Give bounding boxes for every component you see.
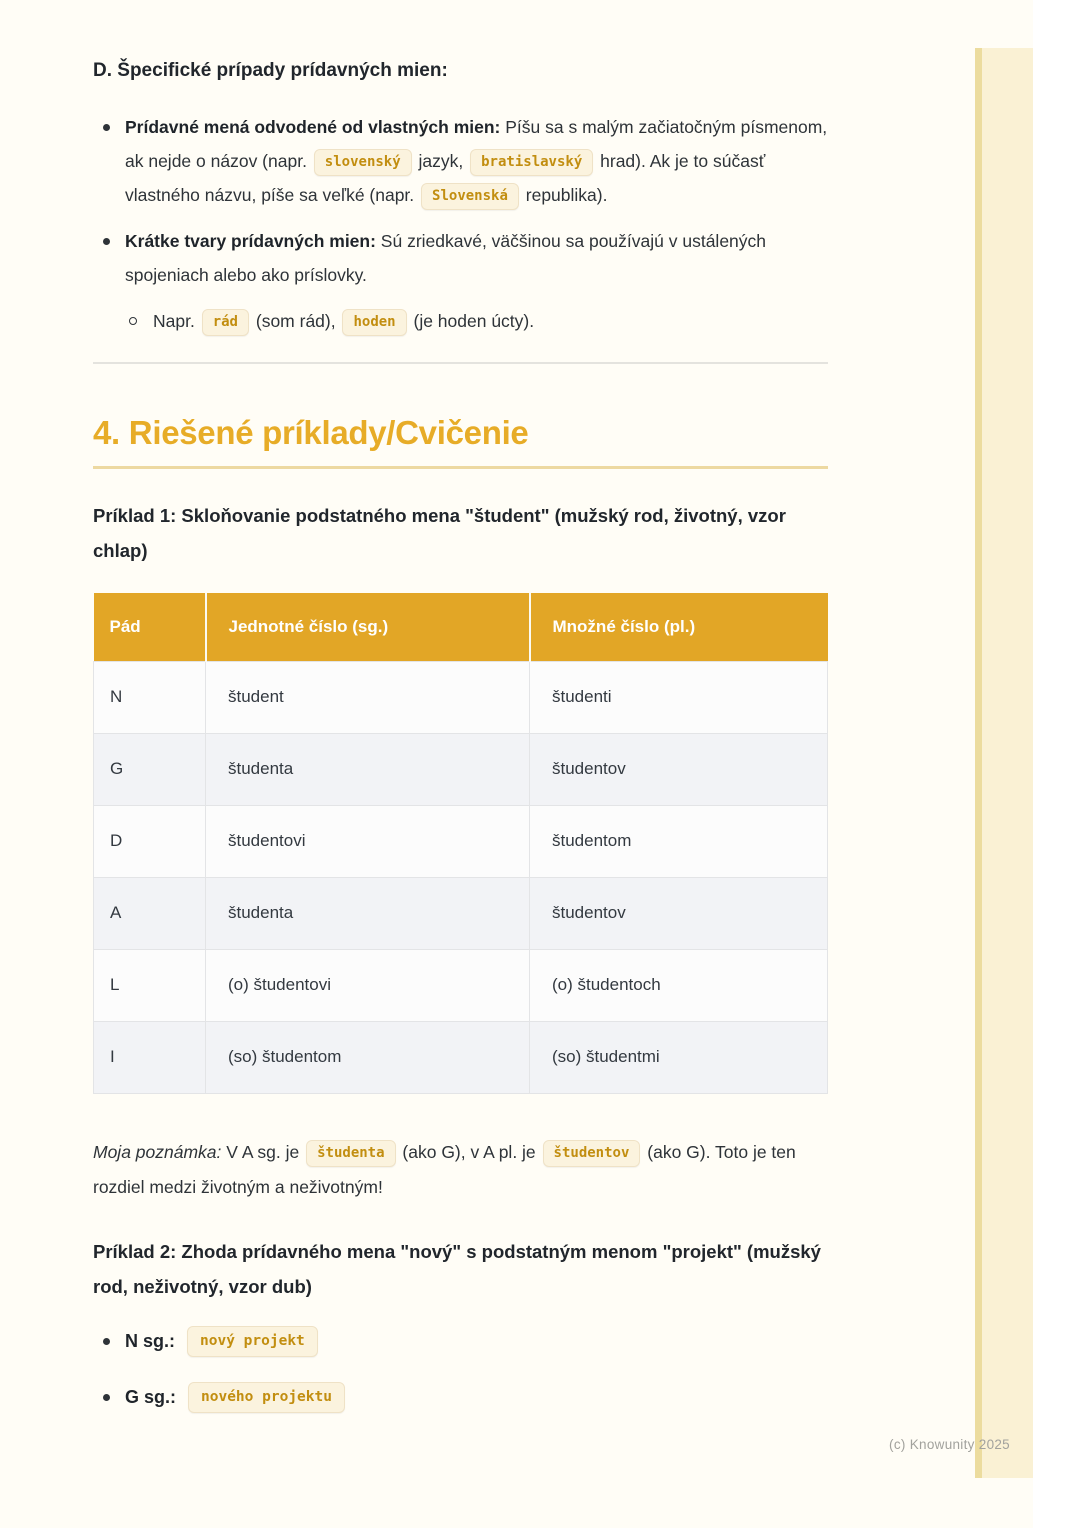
subsection-d-heading: D. Špecifické prípady prídavných mien: bbox=[93, 60, 448, 81]
code-chip: hoden bbox=[342, 309, 406, 336]
table-row bbox=[94, 1021, 828, 1093]
copyright-footer: (c) Knowunity 2025 bbox=[889, 1437, 1010, 1452]
decorative-side-band bbox=[975, 48, 1033, 1478]
text-segment: Prídavné mená odvodené od vlastných mien: bbox=[125, 117, 501, 137]
case-label: G sg.: bbox=[125, 1386, 177, 1407]
bullet-disc-icon bbox=[93, 110, 125, 131]
table-row bbox=[94, 661, 828, 733]
text-segment: jazyk, bbox=[413, 151, 469, 171]
table-cell: študentov bbox=[530, 877, 828, 949]
example-1-title: Príklad 1: Skloňovanie podstatného mena "študent" (mužský rod, životný, vzor chlap) bbox=[93, 505, 786, 561]
table-cell: študentom bbox=[530, 805, 828, 877]
list-item bbox=[93, 110, 828, 212]
code-chip: študentov bbox=[543, 1140, 641, 1167]
table-row bbox=[94, 877, 828, 949]
table-body bbox=[94, 661, 828, 1093]
table-cell: N bbox=[94, 661, 206, 733]
example-2-list bbox=[93, 1326, 828, 1413]
bullet-circle-icon bbox=[125, 304, 153, 325]
table-cell: G bbox=[94, 733, 206, 805]
table-cell: študentov bbox=[530, 733, 828, 805]
text-segment: (ako G), v A pl. je bbox=[397, 1141, 541, 1162]
bullet-disc-icon bbox=[93, 1394, 125, 1401]
list-item bbox=[93, 1382, 828, 1413]
table-row bbox=[94, 949, 828, 1021]
bullet-disc-icon bbox=[93, 1338, 125, 1345]
table-header-pad: Pád bbox=[94, 593, 206, 661]
bullet-list bbox=[93, 110, 828, 338]
text-segment: (som rád), bbox=[251, 311, 341, 331]
table-cell: študenta bbox=[206, 877, 530, 949]
text-segment: (je hoden úcty). bbox=[408, 311, 535, 331]
code-chip: študenta bbox=[306, 1140, 395, 1167]
table-cell: (so) študentmi bbox=[530, 1021, 828, 1093]
table-cell: študentovi bbox=[206, 805, 530, 877]
table-cell: I bbox=[94, 1021, 206, 1093]
code-chip: nový projekt bbox=[187, 1326, 318, 1357]
example-2-title: Príklad 2: Zhoda prídavného mena "nový" s podstatným menom "projekt" (mužský rod, neživotný, vzor dub) bbox=[93, 1240, 821, 1297]
code-chip: rád bbox=[202, 309, 249, 336]
table-cell: študenta bbox=[206, 733, 530, 805]
table-row bbox=[94, 733, 828, 805]
table-cell: A bbox=[94, 877, 206, 949]
table-header-plural: Množné číslo (pl.) bbox=[530, 593, 828, 661]
table-cell: D bbox=[94, 805, 206, 877]
bullet-text bbox=[125, 110, 828, 212]
section-4-heading: 4. Riešené príklady/Cvičenie bbox=[93, 414, 529, 451]
list-item bbox=[93, 1326, 828, 1357]
text-segment: (ako G). Toto je ten rozdiel medzi životným a neživotným! bbox=[93, 1141, 796, 1197]
table-row bbox=[94, 805, 828, 877]
code-chip: slovenský bbox=[314, 149, 412, 176]
page-outer-margin bbox=[1033, 0, 1080, 1528]
code-chip: bratislavský bbox=[470, 149, 593, 176]
table-header bbox=[94, 593, 828, 661]
text-segment: hrad). Ak je to súčasť vlastného názvu, píše sa veľké (napr. bbox=[125, 151, 766, 205]
bullet-text bbox=[125, 224, 828, 292]
table-cell: L bbox=[94, 949, 206, 1021]
code-chip: nového projektu bbox=[188, 1382, 345, 1413]
case-label: N sg.: bbox=[125, 1330, 176, 1351]
personal-note bbox=[93, 1135, 828, 1205]
text-segment: Moja poznámka: bbox=[93, 1141, 222, 1162]
document-content bbox=[93, 0, 828, 1438]
table-cell: študenti bbox=[530, 661, 828, 733]
table-cell: (o) študentoch bbox=[530, 949, 828, 1021]
declension-table bbox=[93, 593, 828, 1094]
text-segment: Sú zriedkavé, väčšinou sa používajú v ustálených spojeniach alebo ako príslovky. bbox=[125, 231, 767, 285]
table-cell: (o) študentovi bbox=[206, 949, 530, 1021]
list-item bbox=[93, 224, 828, 292]
text-segment: republika). bbox=[520, 185, 608, 205]
section-divider bbox=[93, 362, 828, 364]
table-cell: (so) študentom bbox=[206, 1021, 530, 1093]
text-segment: Píšu sa s malým začiatočným písmenom, ak nejde o názov (napr. bbox=[125, 117, 828, 171]
text-segment: Krátke tvary prídavných mien: bbox=[125, 231, 376, 251]
bullet-text bbox=[153, 304, 828, 338]
text-segment: Napr. bbox=[153, 311, 200, 331]
table-header-singular: Jednotné číslo (sg.) bbox=[206, 593, 530, 661]
text-segment: V A sg. je bbox=[221, 1141, 305, 1162]
table-cell: študent bbox=[206, 661, 530, 733]
bullet-disc-icon bbox=[93, 224, 125, 245]
heading-underline bbox=[93, 466, 828, 469]
code-chip: Slovenská bbox=[421, 183, 519, 210]
sub-list-item bbox=[125, 304, 828, 338]
